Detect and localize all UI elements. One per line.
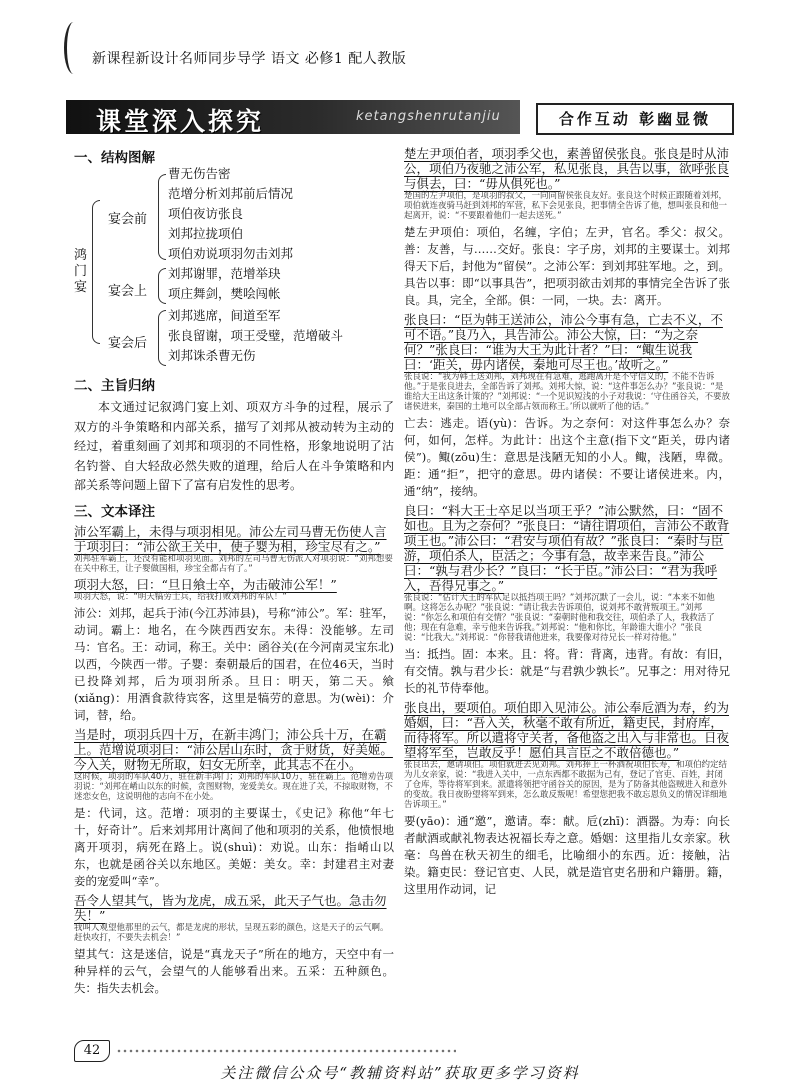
banner-pinyin: ketangshenrutanjiu: [356, 109, 501, 124]
translation-text: 张良说：“我为韩王送刘邦，刘邦现在有急难，逃跑离开是不守信义的，不能不告诉他。”于是张良进去，全部告诉了刘邦。刘邦大惊，说：“这件事怎么办？”张良说：“是谁给大王出这条计策的？”刘邦说：“一个见识短浅的小子对我说：‘守住函谷关，不要放诸侯进来，秦国的土地可以全部占领而称王。’所以就听了他的话。”: [404, 372, 731, 412]
text-block: [74, 524, 394, 574]
diagram-item: 刘邦谢罪，范增举玦: [168, 266, 281, 281]
diagram-item: 刘邦诛杀曹无伤: [168, 348, 256, 363]
group-brace: [158, 268, 166, 304]
group-brace: [158, 174, 166, 260]
original-text: 张良出，要项伯。项伯即入见沛公。沛公奉卮酒为寿，约为婚姻，曰：“吾入关，秋毫不敢有所近，籍吏民，封府库，而待将军。所以遣将守关者，备他盗之出入与非常也。日夜望将军至，岂敢反乎！愿伯具言臣之不敢倍德也。”: [404, 700, 730, 760]
original-text: 张良曰：“臣为韩王送沛公，沛公今事有急，亡去不义，不可不语。”良乃入，具告沛公。沛公大惊，曰：“为之奈何？”张良曰：“谁为大王为此计者？”曰：“鲰生说我曰：‘距关，毋内诸侯，秦地可尽王也。’故听之。”: [404, 312, 723, 372]
original-text: 良曰：“料大王士卒足以当项王乎？”沛公默然，曰：“固不如也。且为之奈何？”张良曰：“请往谓项伯，言沛公不敢背项王也。”沛公曰：“君安与项伯有故？”张良曰：“秦时与臣游，项伯杀人，臣活之；今事有急，故幸来告良。”沛公曰：“孰与君少长？”良曰：“长于臣。”沛公曰：“君为我呼入，吾得兄事之。”: [404, 503, 730, 593]
annotation-note: 要(yāo)：通“邀”，邀请。奉：献。卮(zhī)：酒器。为寿：向长者献酒或献礼物表达祝福长寿之意。婚姻：这里指儿女亲家。秋毫：鸟兽在秋天初生的细毛，比喻细小的东西。近：接触，沾染。籍吏民：登记官吏、人民，就是造官吏名册和户籍册。籍，这里用作动词，记: [404, 814, 730, 896]
theme-paragraph: 本文通过记叙鸿门宴上刘、项双方斗争的过程，展示了双方的斗争策略和内部关系，描写了刘邦从被动转为主动的经过，着重刻画了刘邦和项羽的不同性格，形象地说明了沽名钓誉、自大轻敌必然失败的道理，给后人在斗争策略和内部关系等问题上留下了富有启发性的思考。: [74, 400, 394, 492]
dotted-divider: [116, 1048, 456, 1054]
text-block: [74, 727, 394, 802]
text-block: [74, 577, 394, 602]
annotation-note: 是：代词，这。范增：项羽的主要谋士，《史记》称他“年七十，好奇计”。后来刘邦用计离间了他和项羽的关系，他愤恨地离开项羽，病死在路上。说(shuì)：劝说。山东：指崤山以东，也就是函谷关以东地区。美姬：美女。幸：封建君主对妻妾的宠爱叫“幸”。: [74, 805, 394, 888]
translation-text: 楚国的左尹项伯，是项羽的叔父，一向同留侯张良友好。张良这个时候正跟随着刘邦，项伯就连夜骑马赶到刘邦的军营，私下会见张良，把事情全告诉了他，想叫张良和他一起离开，说：“不要跟着他们一起去送死。”: [404, 191, 728, 221]
section-banner: [66, 100, 730, 134]
page-number-bar: [66, 1040, 466, 1062]
page-number: 42: [74, 1040, 110, 1062]
original-text: 项羽大怒，曰：“旦日飨士卒，为击破沛公军！”: [74, 576, 337, 592]
diagram-item: 项伯夜访张良: [168, 206, 244, 221]
original-text: 楚左尹项伯者，项羽季父也，素善留侯张良。张良是时从沛公，项伯乃夜驰之沛公军，私见张良，具告以事，欲呼张良与俱去，曰：“毋从俱死也。”: [404, 146, 730, 191]
theme-heading: 二、主旨归纳: [74, 378, 155, 394]
annotation-note: 楚左尹项伯：项伯，名缠，字伯；左尹，官名。季父：叔父。善：友善，与……交好。张良：字子房，刘邦的主要谋士。刘邦得天下后，封他为“留侯”。之沛公军：到刘邦驻军地。之，到。具告以事：即“以事具告”，把项羽欲击刘邦的事情完全告诉了张良。具，完全，全部。俱：一同，一块。去：离开。: [404, 225, 730, 307]
diagram-item: 刘邦拉拢项伯: [168, 226, 244, 241]
diagram-item: 张良留谢，项王受璧，范增破斗: [168, 328, 344, 343]
root-brace: [92, 200, 100, 344]
original-text: 沛公军霸上，未得与项羽相见。沛公左司马曹无伤使人言于项羽曰：“沛公欲王关中，使子婴为相，珍宝尽有之。”: [74, 523, 387, 554]
page-header: [0, 0, 800, 90]
translation-text: 张良出去，邀请项伯。项伯就进去见刘邦。刘邦捧上一杯酒祝项伯长寿，和项伯约定结为儿女亲家，说：“我进入关中，一点东西都不敢据为己有，登记了官吏、百姓，封闭了仓库，等待将军到来。派遣将领把守函谷关的原因，是为了防备其他盗贼进入和意外的变故。我日夜盼望将军到来，怎么敢反叛呢！希望您把我不敢忘恩负义的情况详细地告诉项王。”: [404, 760, 728, 810]
annotation-note: 望其气：这是迷信，说是“真龙天子”所在的地方，天空中有一种异样的云气，会望气的人能够看出来。五采：五种颜色。失：指失去机会。: [74, 946, 394, 995]
translation-text: 我叫人观望他那里的云气，都是龙虎的形状，呈现五彩的颜色，这是天子的云气啊。赶快攻打，不要失去机会！”: [74, 922, 389, 943]
diagram-item: 项庄舞剑，樊哙闯帐: [168, 286, 281, 301]
text-block: [404, 312, 730, 412]
translation-text: 这时候，项羽的军队40万，驻在新丰鸿门；刘邦的军队10万，驻在霸上。范增劝告项羽说：“刘邦在崤山以东的时候，贪图财物，宠爱美女。现在进了关，不掠取财物，不迷恋女色，这说明他的志向不在小处。: [74, 771, 394, 802]
structure-heading: 一、结构图解: [74, 150, 155, 166]
original-text: 吾令人望其气，皆为龙虎，成五采，此天子气也。急击勿失！”: [74, 892, 387, 923]
text-block: [404, 146, 730, 221]
translation-text: 刘邦驻军霸上，还没有能和项羽见面。刘邦的左司马曹无伤派人对项羽说：“刘邦想要在关中称王，让子婴做国相，珍宝全都占有了。”: [74, 553, 393, 574]
text-block: [74, 893, 394, 943]
banner-slogan: 合作互动 彰幽显微: [558, 110, 712, 128]
diagram-item: 刘邦逃席，间道至军: [168, 308, 281, 323]
diagram-item: 曹无伤告密: [168, 166, 231, 181]
right-column: [404, 146, 730, 901]
annotation-note: 亡去：逃走。语(yù)：告诉。为之奈何：对这件事怎么办？奈何，如何，怎样。为此计：出这个主意(指下文“距关，毋内诸侯”)。鲰(zōu)生：意思是浅陋无知的小人。鲰，浅陋，卑微。距：通“拒”，把守的意思。毋内诸侯：不要让诸侯进来。内，通“纳”，接纳。: [404, 416, 730, 498]
header-text: 新课程新设计名师同步导学 语文 必修1 配人教版: [92, 51, 407, 67]
banner-title-box: [66, 100, 520, 134]
diagram-root: 鸿门宴: [74, 248, 88, 295]
group-label: 宴会后: [108, 336, 148, 351]
translation-text: 张良说：“估计大王的军队足以抵挡项王吗？”刘邦沉默了一会儿，说：“本来不如他啊。这将怎么办呢？”张良说：“请让我去告诉项伯，说刘邦不敢背叛项王。”刘邦说：“你怎么和项伯有交情？”张良说：“秦朝时他和我交往，项伯杀了人，我救活了他；现在有急难，幸亏他来告诉我。”刘邦说：“他和你比，年龄谁大谁小？”张良说：“比我大。”刘邦说：“你替我请他进来，我要像对待兄长一样对待他。”: [404, 593, 715, 643]
structure-diagram: [74, 166, 394, 368]
text-block: [404, 503, 730, 643]
left-column: [74, 146, 394, 1000]
banner-title: 课堂深入探究: [96, 107, 265, 136]
group-brace: [158, 310, 166, 366]
footer-promo: 关注微信公众号“教辅资料站”获取更多学习资料: [220, 1064, 580, 1082]
annotation-note: 当：抵挡。固：本来。且：将。背：背离，违背。有故：有旧，有交情。孰与君少长：就是“与君孰少孰长”。兄事之：用对待兄长的礼节侍奉他。: [404, 647, 730, 695]
header-decoration: [64, 22, 83, 74]
translation-text: 项羽大怒，说：“明天犒劳士兵，给我打败刘邦的军队！”: [74, 591, 287, 602]
diagram-item: 项伯劝说项羽勿击刘邦: [168, 246, 294, 261]
group-label: 宴会前: [108, 212, 148, 227]
annotation-note: 沛公：刘邦，起兵于沛(今江苏沛县)，号称“沛公”。军：驻军，动词。霸上：地名，在今陕西西安东。未得：没能够。左司马：官名。王：动词，称王。关中：函谷关(在今河南灵宝东北)以西，今陕西一带。子婴：秦朝最后的国君，在位46天，当时已投降刘邦，后为项羽所杀。旦日：明天，第二天。飨(xiǎng)：用酒食款待宾客，这里是犒劳的意思。为(wèi)：介词，替，给。: [74, 605, 394, 722]
diagram-item: 范增分析刘邦前后情况: [168, 186, 294, 201]
group-label: 宴会上: [108, 284, 148, 299]
annotation-heading: 三、文本译注: [74, 503, 155, 520]
original-text: 当是时，项羽兵四十万，在新丰鸿门；沛公兵十万，在霸上。范增说项羽曰：“沛公居山东时，贪于财货，好美姬。今入关，财物无所取，妇女无所幸，此其志不在小。: [74, 726, 393, 772]
text-block: [404, 700, 730, 810]
banner-slogan-box: [536, 103, 734, 135]
